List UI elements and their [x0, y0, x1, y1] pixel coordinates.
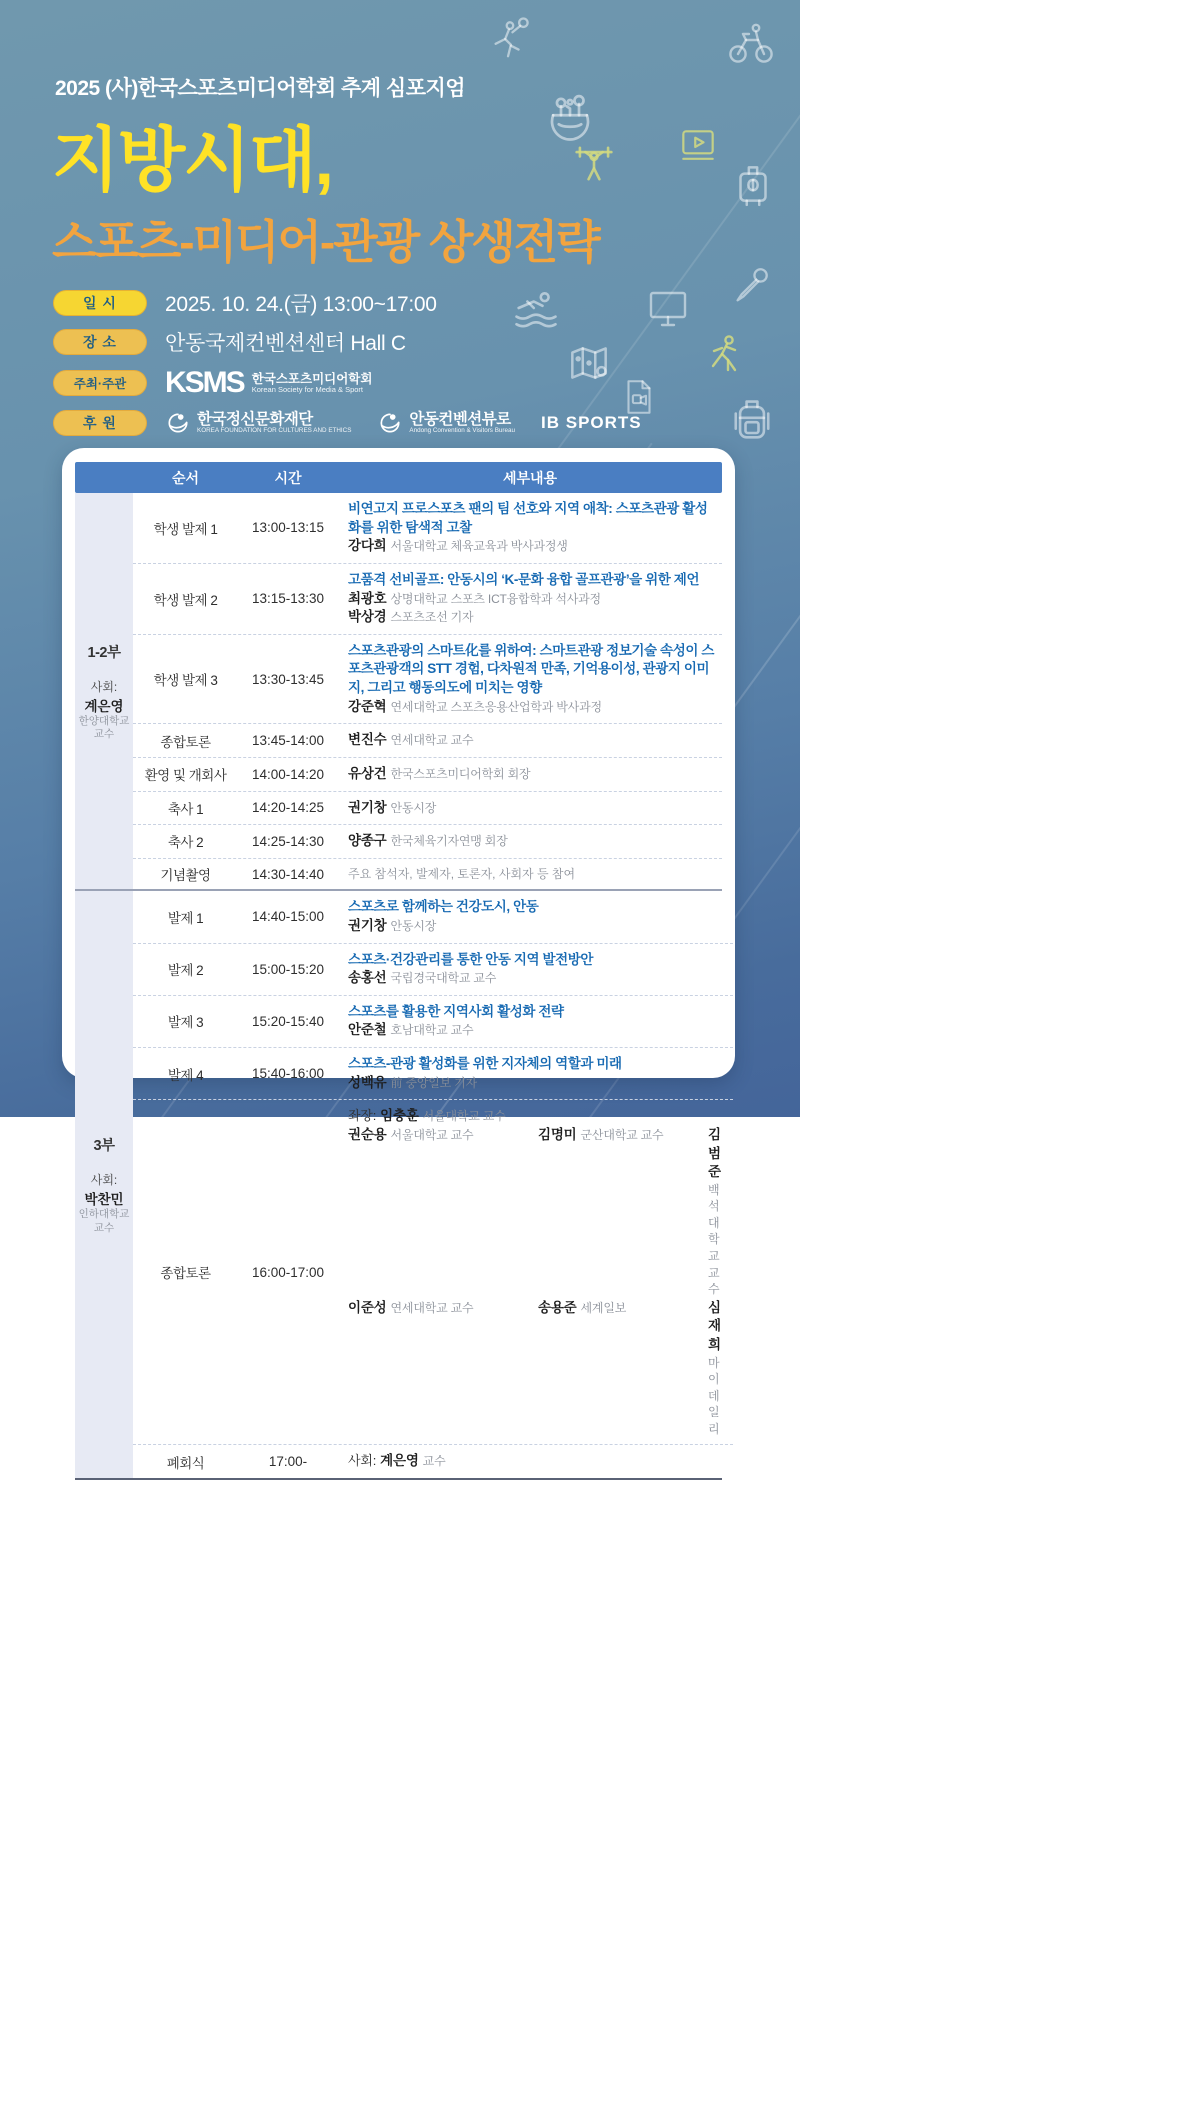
schedule-header-row — [75, 462, 722, 493]
presenter: 양종구 한국체육기자연맹 회장 — [348, 833, 508, 849]
panelist: 김명미 군산대학교 교수 — [538, 1126, 664, 1142]
presenter: 안준철 호남대학교 교수 — [348, 1022, 474, 1038]
sponsor-logos — [165, 410, 642, 436]
table-row: 학생 발제 3 13:30-13:45 스포츠관광의 스마트化를 위하여: 스마트관광 정보기술 속성이 스포츠관광객의 STT 경험, 다차원적 만족, 기억용이성, 관광지 이미지, 그리고 행동의도에 미치는 영향 강준혁 연세대학교 스포츠응용산업학과 박사과정 — [133, 635, 722, 725]
table-row: 축사 1 14:20-14:25 권기창 안동시장 — [133, 792, 722, 826]
sponsor-badge: 후 원 — [53, 410, 147, 436]
sponsor-1-name-en: KOREA FOUNDATION FOR CULTURES AND ETHICS — [197, 426, 352, 434]
host-badge: 주최·주관 — [53, 370, 147, 396]
panelist: 권순용 서울대학교 교수 — [348, 1126, 474, 1142]
panelist: 이준성 연세대학교 교수 — [348, 1299, 474, 1315]
eco-hiking-globe-icon — [543, 86, 597, 140]
sponsor-ibsports-logo: IB SPORTS — [541, 412, 642, 432]
presentation-title: 스포츠-관광 활성화를 위한 지자체의 역할과 미래 — [348, 1056, 622, 1072]
swirl-globe-icon — [377, 410, 403, 436]
event-kicker: 2025 (사)한국스포츠미디어학회 추계 심포지엄 — [55, 77, 466, 100]
venue-row — [53, 327, 642, 357]
weightlifter-icon — [568, 138, 620, 190]
poster-title-line2: 스포츠-미디어-관광 상생전략 — [52, 216, 599, 268]
presentation-title: 스포츠·건강관리를 통한 안동 지역 발전방안 — [348, 951, 594, 967]
section-2-rows — [133, 891, 733, 1478]
ksms-wordmark: KSMS — [165, 366, 244, 399]
presentation-title: 스포츠를 활용한 지역사회 활성화 전략 — [348, 1003, 564, 1019]
table-row: 종합토론 13:45-14:00 변진수 연세대학교 교수 — [133, 724, 722, 758]
part-label: 1-2부 — [87, 644, 121, 661]
moderator-affiliation: 한양대학교 교수 — [78, 714, 130, 741]
sponsor-2-name-ko: 안동컨벤션뷰로 — [409, 410, 511, 428]
suitcase-leaf-icon — [728, 156, 778, 212]
section-1-rows — [133, 493, 722, 889]
photo-session-note: 주요 참석자, 발제자, 토론자, 사회자 등 참여 — [348, 866, 576, 881]
moderator-role: 사회: — [90, 679, 118, 694]
moderator-name: 박찬민 — [84, 1191, 124, 1207]
venue-badge: 장 소 — [53, 329, 147, 355]
ksms-logo — [165, 366, 372, 400]
poster-title-line1: 지방시대, — [52, 121, 332, 199]
presentation-title: 비연고지 프로스포츠 팬의 팀 선호와 지역 애착: 스포츠관광 활성화를 위한 탐색적 고찰 — [348, 501, 708, 535]
table-row: 학생 발제 1 13:00-13:15 비연고지 프로스포츠 팬의 팀 선호와 지역 애착: 스포츠관광 활성화를 위한 탐색적 고찰 강다희 서울대학교 체육교육과 박사과정생 — [133, 493, 722, 564]
presenter: 유상건 한국스포츠미디어학회 회장 — [348, 765, 531, 781]
table-row: 폐회식 17:00- 사회: 계은영 교수 — [133, 1445, 733, 1478]
tennis-player-icon — [486, 16, 532, 62]
table-row: 기념촬영 14:30-14:40 주요 참석자, 발제자, 토론자, 사회자 등 참여 — [133, 859, 722, 890]
table-row: 발제 2 15:00-15:20 스포츠·건강관리를 통한 안동 지역 발전방안 송홍선 국립경국대학교 교수 — [133, 944, 733, 996]
session-group-1 — [75, 493, 133, 889]
table-row: 학생 발제 2 13:15-13:30 고품격 선비골프: 안동시의 ‘K-문화 융합 골프관광’을 위한 제언 최광호 상명대학교 스포츠 ICT융합학과 석사과정 박상경 스포츠조선 기자 — [133, 564, 722, 635]
table-row-panel-discussion: 종합토론 16:00-17:00 좌장: 임충훈 서울대학교 교수 권순용 서울대학교 교수 김명미 군산대학교 교수 김범준백석대학교 교수 이준성 연세대학교 교수 송용준 세계일보 심재희마이데일리 — [133, 1100, 733, 1445]
panelists — [348, 1126, 725, 1437]
closing-host: 사회: 계은영 교수 — [348, 1453, 446, 1469]
runner-icon — [700, 332, 748, 380]
presenter: 박상경 스포츠조선 기자 — [348, 609, 474, 625]
date-row — [53, 288, 642, 318]
date-value: 2025. 10. 24.(금) 13:00~17:00 — [165, 293, 437, 316]
session-group-2 — [75, 891, 133, 1478]
presenter: 강다희 서울대학교 체육교육과 박사과정생 — [348, 538, 568, 554]
table-row: 발제 4 15:40-16:00 스포츠-관광 활성화를 위한 지자체의 역할과 미래 성백유 前 중앙일보 기자 — [133, 1048, 733, 1100]
part-label: 3부 — [93, 1137, 115, 1154]
presenter: 강준혁 연세대학교 스포츠응용산업학과 박사과정 — [348, 698, 602, 714]
host-row — [53, 366, 642, 400]
moderator-name: 계은영 — [84, 698, 124, 714]
presenter: 권기창 안동시장 — [348, 917, 437, 933]
schedule-section-1 — [75, 493, 722, 891]
host-name-en: Korean Society for Media & Sport — [251, 384, 363, 394]
presenter: 변진수 연세대학교 교수 — [348, 732, 474, 748]
microphone-icon — [728, 262, 774, 308]
column-detail: 세부내용 — [502, 469, 558, 486]
monitor-icon — [642, 284, 694, 332]
presentation-title: 스포츠로 함께하는 건강도시, 안동 — [348, 899, 539, 915]
sponsor-kfce-logo — [165, 410, 351, 436]
column-time: 시간 — [274, 469, 302, 486]
venue-value: 안동국제컨벤션센터 Hall C — [165, 332, 406, 355]
date-badge: 일 시 — [53, 290, 147, 316]
presenter: 송홍선 국립경국대학교 교수 — [348, 970, 497, 986]
sponsor-1-name-ko: 한국정신문화재단 — [197, 410, 313, 428]
sponsor-acvb-logo — [377, 410, 515, 436]
sponsor-row — [53, 409, 642, 436]
event-info — [53, 288, 642, 436]
symposium-poster — [0, 0, 800, 1471]
table-row: 발제 3 15:20-15:40 스포츠를 활용한 지역사회 활성화 전략 안준철 호남대학교 교수 — [133, 996, 733, 1048]
cyclist-icon — [722, 20, 780, 68]
panelist: 심재희마이데일리 — [708, 1299, 721, 1436]
column-order: 순서 — [171, 469, 200, 486]
panelist: 김범준백석대학교 교수 — [708, 1126, 721, 1297]
presenter: 성백유 前 중앙일보 기자 — [348, 1074, 477, 1090]
panel-chair: 좌장: 임충훈 서울대학교 교수 — [348, 1108, 506, 1124]
video-play-icon — [676, 124, 720, 168]
table-row: 축사 2 14:25-14:30 양종구 한국체육기자연맹 회장 — [133, 825, 722, 859]
moderator-role: 사회: — [90, 1172, 118, 1187]
host-name-ko: 한국스포츠미디어학회 — [251, 371, 373, 386]
presenter: 권기창 안동시장 — [348, 799, 437, 815]
schedule-card — [62, 448, 735, 1471]
panelist: 송용준 세계일보 — [538, 1299, 627, 1315]
swirl-globe-icon — [165, 410, 191, 436]
moderator-affiliation: 인하대학교 교수 — [78, 1207, 130, 1234]
table-row: 환영 및 개회사 14:00-14:20 유상건 한국스포츠미디어학회 회장 — [133, 758, 722, 792]
table-row: 발제 1 14:40-15:00 스포츠로 함께하는 건강도시, 안동 권기창 안동시장 — [133, 891, 733, 943]
presentation-title: 스포츠관광의 스마트化를 위하여: 스마트관광 정보기술 속성이 스포츠관광객의 STT 경험, 다차원적 만족, 기억용이성, 관광지 이미지, 그리고 행동의도에 미치는 영향 — [348, 642, 714, 695]
presenter: 최광호 상명대학교 스포츠 ICT융합학과 석사과정 — [348, 590, 601, 606]
schedule-section-2 — [75, 891, 722, 1480]
backpack-icon — [726, 392, 778, 448]
sponsor-2-name-en: Andong Convention & Visitors Bureau — [409, 426, 516, 434]
presentation-title: 고품격 선비골프: 안동시의 ‘K-문화 융합 골프관광’을 위한 제언 — [348, 571, 700, 587]
